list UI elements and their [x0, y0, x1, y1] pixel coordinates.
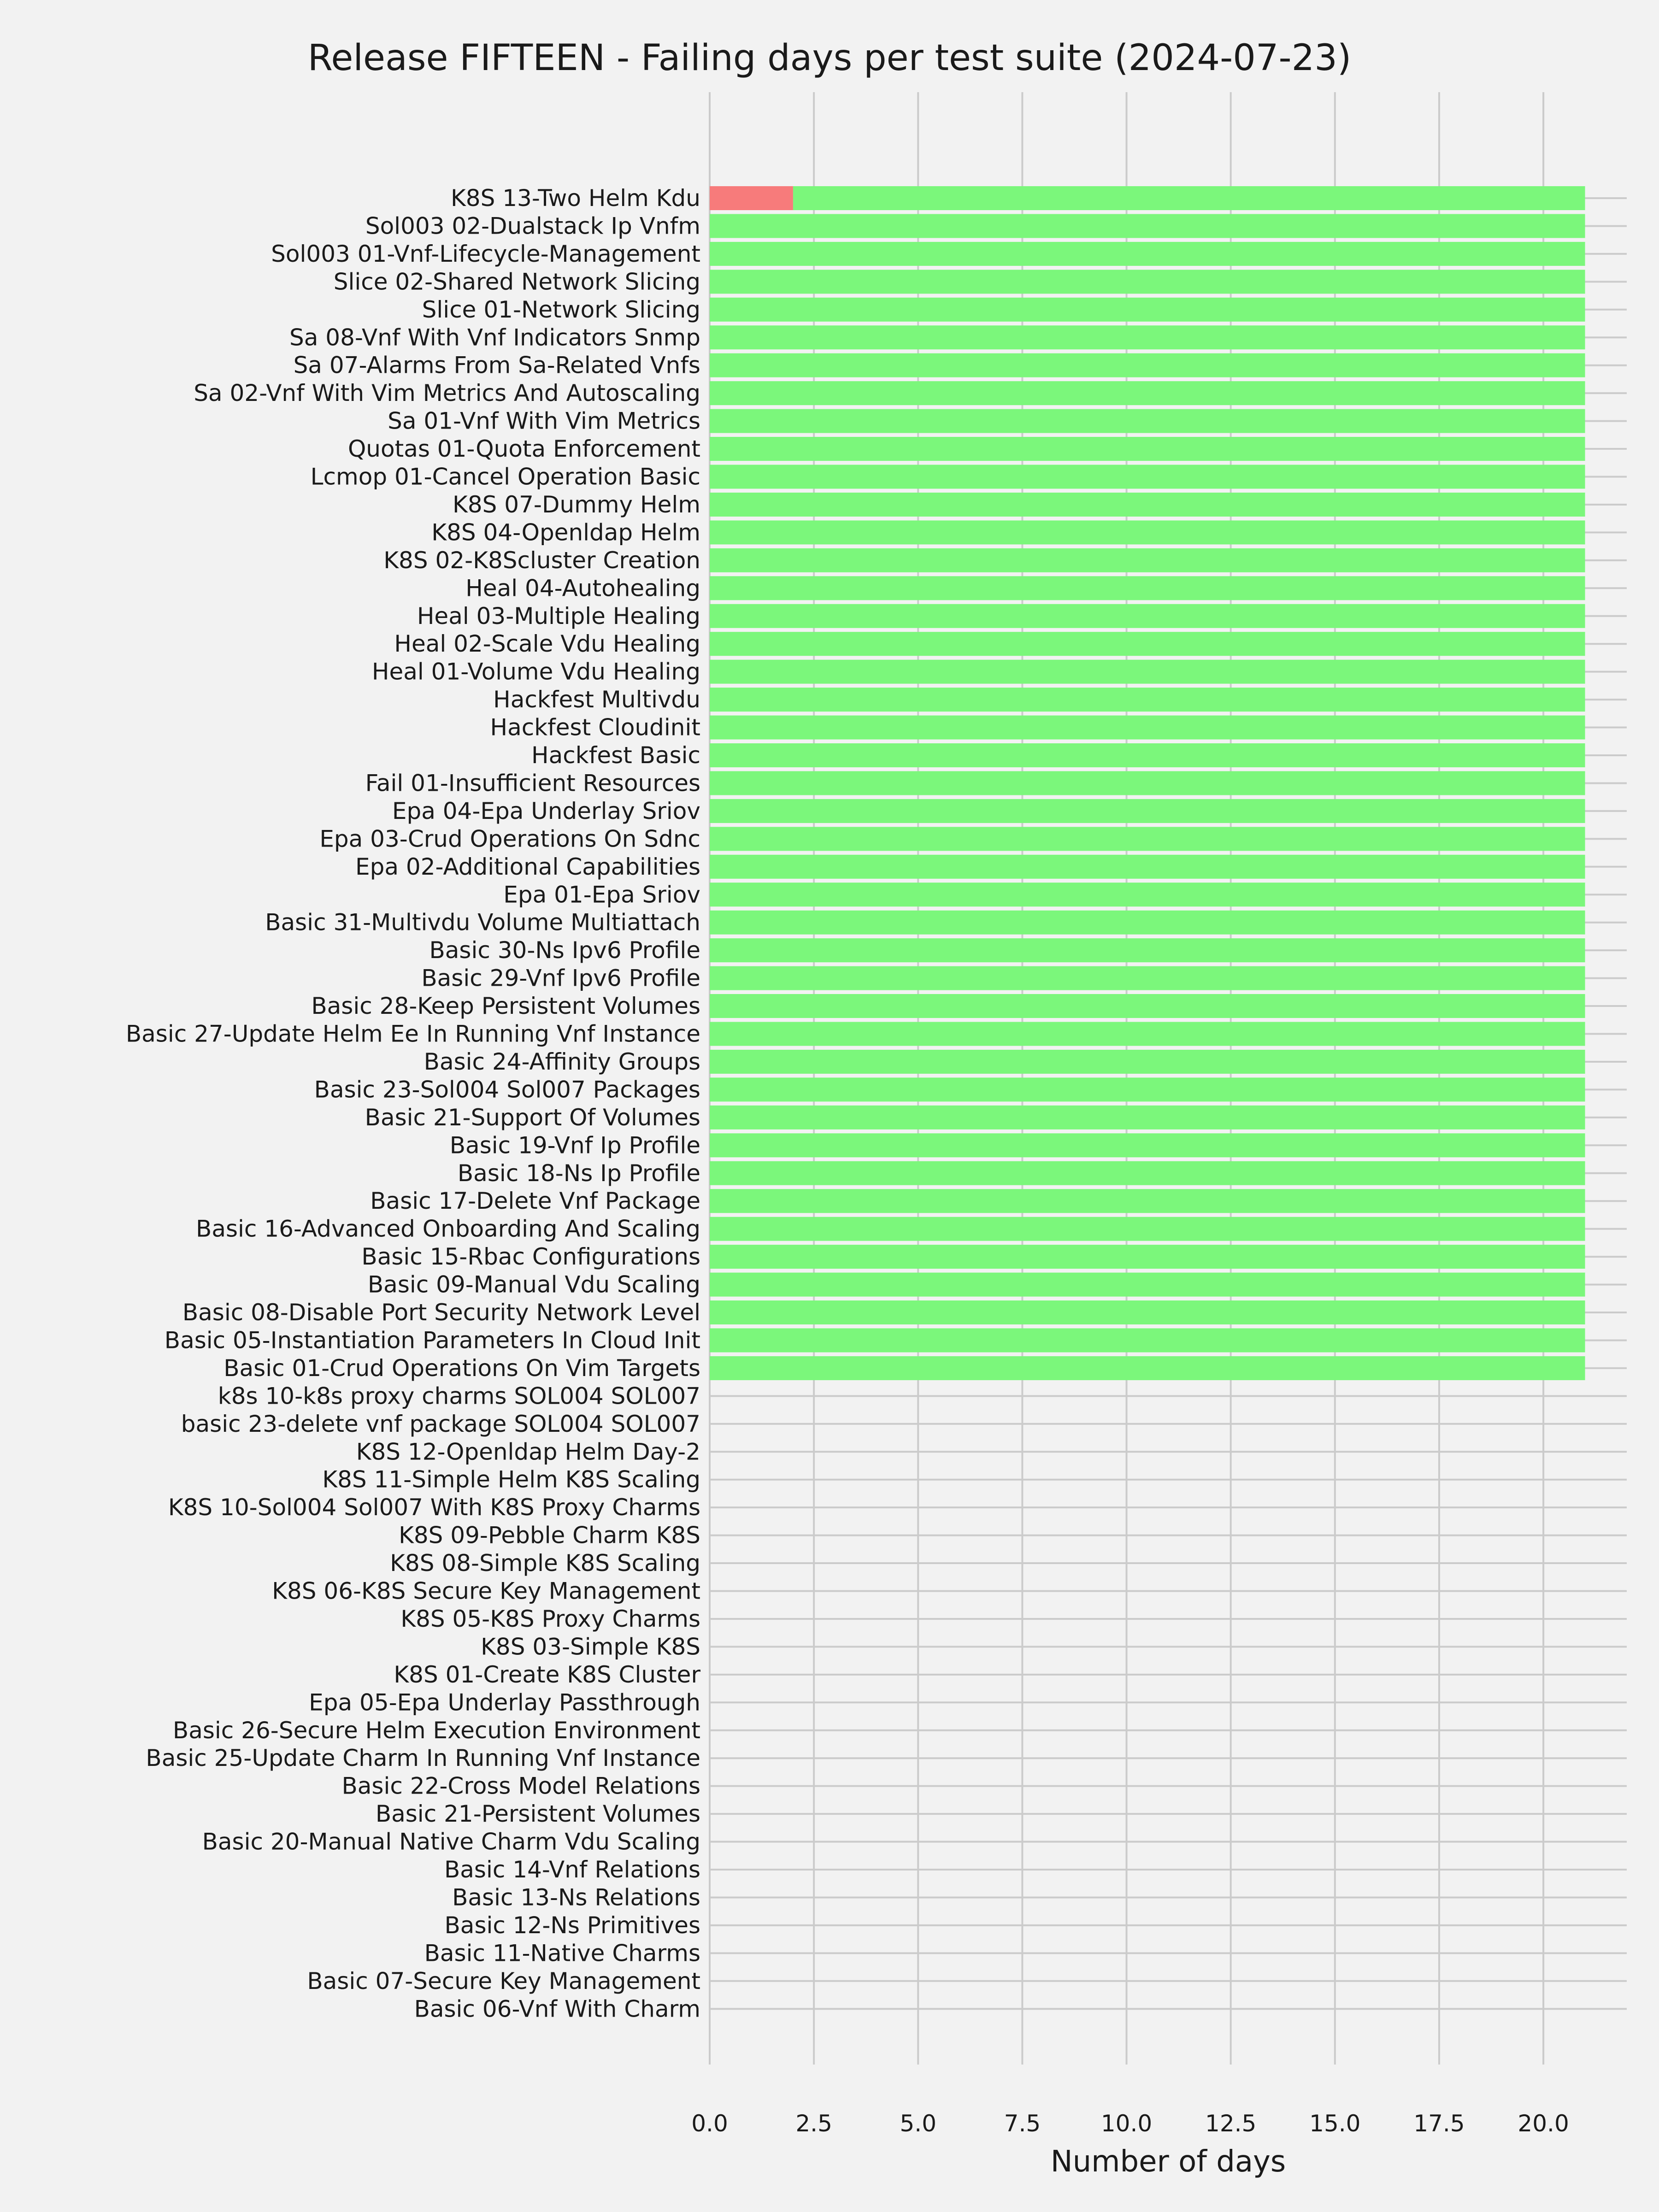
category-label: K8S 07-Dummy Helm	[453, 491, 700, 518]
bar-passing	[710, 1300, 1585, 1324]
bar-passing	[710, 771, 1585, 795]
category-label: Basic 30-Ns Ipv6 Profile	[429, 937, 700, 964]
category-label: Sol003 01-Vnf-Lifecycle-Management	[271, 240, 700, 267]
category-label: Quotas 01-Quota Enforcement	[347, 435, 700, 463]
category-label: Basic 08-Disable Port Security Network Level	[182, 1299, 700, 1326]
bar-passing	[710, 214, 1585, 238]
category-label: K8S 02-K8Scluster Creation	[383, 547, 700, 574]
category-label: K8S 06-K8S Secure Key Management	[272, 1577, 700, 1605]
category-label: Slice 02-Shared Network Slicing	[333, 268, 700, 295]
bar-passing	[710, 1245, 1585, 1269]
category-label: K8S 09-Pebble Charm K8S	[399, 1522, 700, 1549]
category-label: Heal 01-Volume Vdu Healing	[371, 658, 700, 685]
bar-passing	[710, 855, 1585, 879]
category-label: Basic 05-Instantiation Parameters In Cloud Init	[164, 1327, 700, 1354]
category-label: K8S 04-Openldap Helm	[431, 519, 700, 546]
category-label: Epa 02-Additional Capabilities	[355, 853, 700, 880]
category-label: Basic 17-Delete Vnf Package	[370, 1188, 700, 1215]
bar-passing	[710, 1189, 1585, 1213]
bar-passing	[710, 1273, 1585, 1297]
bar-passing	[710, 1133, 1585, 1157]
bar-passing	[710, 966, 1585, 990]
bar-passing	[710, 1050, 1585, 1074]
bar-passing	[710, 493, 1585, 517]
category-label: Slice 01-Network Slicing	[422, 296, 700, 323]
x-tick-label: 12.5	[1205, 2110, 1257, 2137]
bar-passing	[710, 994, 1585, 1018]
category-label: K8S 11-Simple Helm K8S Scaling	[322, 1466, 700, 1493]
category-label: Epa 05-Epa Underlay Passthrough	[309, 1689, 700, 1716]
category-label: Basic 19-Vnf Ip Profile	[449, 1132, 700, 1159]
category-label: Basic 16-Advanced Onboarding And Scaling	[196, 1215, 700, 1242]
category-label: Basic 29-Vnf Ipv6 Profile	[421, 965, 700, 992]
category-label: Basic 09-Manual Vdu Scaling	[367, 1271, 700, 1298]
category-label: K8S 01-Create K8S Cluster	[394, 1661, 700, 1688]
category-label: Basic 13-Ns Relations	[452, 1884, 700, 1911]
category-label: K8S 03-Simple K8S	[481, 1633, 700, 1660]
bar-passing	[710, 325, 1585, 349]
category-label: Hackfest Multivdu	[493, 686, 700, 713]
bar-passing	[710, 1328, 1585, 1352]
bar-passing	[710, 270, 1585, 294]
x-tick-labels	[691, 2110, 1569, 2137]
category-label: Epa 04-Epa Underlay Sriov	[392, 797, 700, 824]
bar-passing	[710, 882, 1585, 906]
category-label: Epa 01-Epa Sriov	[503, 881, 700, 908]
bar-passing	[710, 716, 1585, 740]
bar-passing	[710, 1106, 1585, 1130]
chart-title: Release FIFTEEN - Failing days per test suite (2024-07-23)	[307, 37, 1352, 79]
bars	[710, 186, 1585, 1380]
category-label: Lcmop 01-Cancel Operation Basic	[310, 463, 700, 490]
x-axis-label: Number of days	[1050, 2145, 1286, 2179]
category-label: Sa 08-Vnf With Vnf Indicators Snmp	[289, 324, 700, 351]
category-label: Basic 31-Multivdu Volume Multiattach	[265, 909, 700, 936]
bar-passing	[710, 632, 1585, 656]
category-label: Hackfest Cloudinit	[490, 714, 700, 741]
x-tick-label: 2.5	[795, 2110, 832, 2137]
x-tick-label: 17.5	[1413, 2110, 1465, 2137]
category-label: Hackfest Basic	[531, 742, 700, 769]
bar-passing	[710, 381, 1585, 405]
bar-passing	[793, 186, 1585, 210]
bar-passing	[710, 911, 1585, 935]
category-label: Basic 14-Vnf Relations	[444, 1856, 700, 1883]
bar-passing	[710, 353, 1585, 377]
category-label: basic 23-delete vnf package SOL004 SOL007	[181, 1410, 700, 1437]
x-tick-label: 0.0	[691, 2110, 728, 2137]
x-tick-label: 20.0	[1518, 2110, 1569, 2137]
bar-passing	[710, 938, 1585, 962]
bar-passing	[710, 298, 1585, 322]
category-label: K8S 08-Simple K8S Scaling	[390, 1550, 700, 1577]
category-label: Basic 28-Keep Persistent Volumes	[311, 993, 700, 1020]
bar-passing	[710, 688, 1585, 712]
category-label: Basic 24-Affinity Groups	[424, 1048, 700, 1075]
category-label: Heal 02-Scale Vdu Healing	[394, 630, 700, 658]
bar-passing	[710, 465, 1585, 489]
category-label: K8S 13-Two Helm Kdu	[450, 185, 700, 212]
bar-passing	[710, 1161, 1585, 1185]
bar-passing	[710, 743, 1585, 767]
category-label: Basic 20-Manual Native Charm Vdu Scaling	[202, 1828, 700, 1855]
bar-passing	[710, 1022, 1585, 1046]
bar-passing	[710, 1356, 1585, 1380]
bar-passing	[710, 1217, 1585, 1241]
category-label: Basic 12-Ns Primitives	[444, 1912, 700, 1939]
category-label: Basic 23-Sol004 Sol007 Packages	[314, 1076, 700, 1103]
bar-passing	[710, 409, 1585, 433]
bar-passing	[710, 242, 1585, 266]
x-tick-label: 10.0	[1100, 2110, 1153, 2137]
category-label: Basic 18-Ns Ip Profile	[457, 1159, 700, 1187]
x-tick-label: 5.0	[900, 2110, 937, 2137]
bar-passing	[710, 437, 1585, 461]
category-label: Basic 07-Secure Key Management	[307, 1967, 700, 1994]
category-label: Basic 11-Native Charms	[424, 1940, 700, 1967]
bar-passing	[710, 799, 1585, 823]
bar-passing	[710, 827, 1585, 851]
category-label: Sa 07-Alarms From Sa-Related Vnfs	[293, 352, 700, 379]
x-tick-label: 15.0	[1309, 2110, 1361, 2137]
category-label: Sa 01-Vnf With Vim Metrics	[388, 407, 700, 435]
category-label: Basic 01-Crud Operations On Vim Targets	[224, 1354, 700, 1382]
category-label: Basic 27-Update Helm Ee In Running Vnf Instance	[125, 1020, 700, 1047]
category-label: K8S 12-Openldap Helm Day-2	[356, 1438, 700, 1465]
category-label: Basic 26-Secure Helm Execution Environment	[172, 1717, 700, 1744]
category-label: Basic 25-Update Charm In Running Vnf Instance	[146, 1745, 700, 1772]
category-label: K8S 05-K8S Proxy Charms	[400, 1605, 700, 1632]
bar-passing	[710, 520, 1585, 544]
category-label: Basic 21-Support Of Volumes	[365, 1104, 700, 1131]
bar-passing	[710, 604, 1585, 628]
bar-passing	[710, 548, 1585, 572]
category-label: Heal 03-Multiple Healing	[417, 602, 700, 629]
category-label: Sol003 02-Dualstack Ip Vnfm	[365, 212, 700, 240]
category-label: Sa 02-Vnf With Vim Metrics And Autoscaling	[194, 380, 700, 407]
category-label: Fail 01-Insufficient Resources	[365, 770, 700, 797]
category-label: Heal 04-Autohealing	[465, 575, 700, 602]
category-label: Basic 21-Persistent Volumes	[375, 1800, 700, 1828]
category-label: K8S 10-Sol004 Sol007 With K8S Proxy Charms	[168, 1494, 700, 1521]
bar-passing	[710, 660, 1585, 684]
bar-passing	[710, 576, 1585, 600]
bar-passing	[710, 1077, 1585, 1101]
category-label: Epa 03-Crud Operations On Sdnc	[319, 825, 700, 853]
category-label: Basic 15-Rbac Configurations	[361, 1243, 700, 1271]
category-label: Basic 06-Vnf With Charm	[414, 1995, 700, 2023]
category-label: Basic 22-Cross Model Relations	[341, 1772, 700, 1800]
bar-failing	[710, 186, 793, 210]
category-label: k8s 10-k8s proxy charms SOL004 SOL007	[218, 1382, 700, 1410]
x-tick-label: 7.5	[1004, 2110, 1041, 2137]
